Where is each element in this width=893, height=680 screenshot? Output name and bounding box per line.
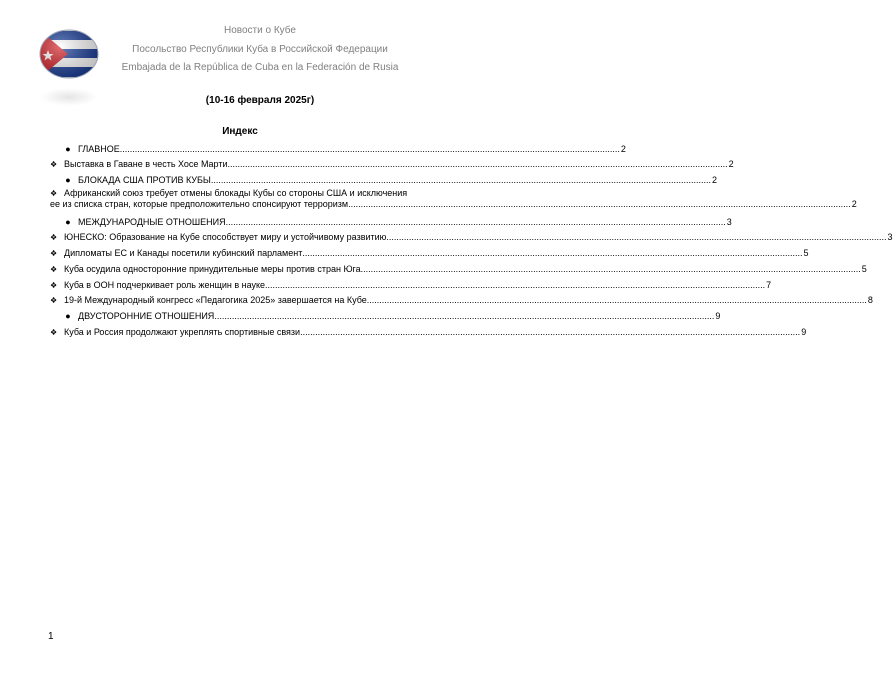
dot-leader	[211, 175, 711, 186]
header-embassy-ru: Посольство Республики Куба в Российской Федерации	[132, 44, 388, 55]
toc-entry-text: ДВУСТОРОННИЕ ОТНОШЕНИЯ	[78, 310, 215, 321]
toc-entry[interactable]	[50, 170, 718, 186]
dot-bullet-icon: ●	[65, 216, 71, 227]
dot-leader	[367, 295, 867, 306]
diamond-bullet-icon: ❖	[50, 327, 58, 337]
toc-entry-page: 9	[715, 310, 721, 321]
diamond-bullet-icon: ❖	[50, 280, 58, 290]
toc-entry[interactable]	[50, 306, 721, 322]
toc-entry-text: Куба в ООН подчеркивает роль женщин в науке	[64, 279, 266, 290]
logo-shadow	[40, 88, 98, 106]
toc-entry-text: Куба и Россия продолжают укреплять спортивные связи	[64, 326, 301, 337]
table-of-contents	[50, 139, 893, 338]
toc-entry-text-line1: Африканский союз требует отмены блокады Кубы со стороны США и исключения	[64, 188, 408, 199]
toc-title: Индекс	[222, 126, 258, 137]
toc-entry-page: 5	[803, 248, 809, 259]
toc-entry-page: 2	[851, 199, 857, 210]
cuba-flag-globe-icon	[38, 29, 100, 79]
toc-entry[interactable]	[50, 259, 867, 275]
diamond-bullet-icon: ❖	[50, 264, 58, 274]
toc-entry[interactable]	[50, 291, 873, 307]
toc-entry-page: 7	[766, 279, 772, 290]
dot-leader	[361, 264, 861, 275]
toc-entry[interactable]	[50, 275, 772, 291]
toc-entry-page: 2	[620, 143, 626, 154]
toc-entry-text: Дипломаты ЕС и Канады посетили кубинский парламент	[64, 248, 303, 259]
diamond-bullet-icon: ❖	[50, 160, 58, 170]
toc-entry[interactable]	[50, 243, 809, 259]
dot-leader	[386, 232, 886, 243]
toc-entry-text: ГЛАВНОЕ	[78, 143, 120, 154]
toc-entry-text: 19-й Международный конгресс «Педагогика 2025» завершается на Кубе	[64, 295, 367, 306]
toc-entry-page: 2	[728, 159, 734, 170]
dot-leader	[226, 217, 726, 228]
diamond-bullet-icon: ❖	[50, 189, 58, 199]
dot-leader	[300, 327, 800, 338]
dot-leader	[351, 199, 851, 209]
toc-entry[interactable]	[50, 228, 893, 244]
toc-entry-text: ЮНЕСКО: Образование на Кубе способствует миру и устойчивому развитию	[64, 232, 387, 243]
diamond-bullet-icon: ❖	[50, 233, 58, 243]
dot-leader	[120, 144, 620, 155]
toc-entry-page: 5	[861, 263, 867, 274]
toc-entry-page: 3	[887, 232, 893, 243]
toc-entry[interactable]	[50, 155, 734, 171]
dot-leader	[302, 248, 802, 259]
dot-leader	[214, 311, 714, 322]
dot-leader	[228, 159, 728, 170]
page-number: 1	[48, 631, 54, 642]
dot-bullet-icon: ●	[65, 175, 71, 186]
toc-entry[interactable]	[50, 139, 626, 155]
header-embassy-es: Embajada de la República de Cuba en la Federación de Rusia	[121, 62, 399, 73]
header-title: Новости о Кубе	[224, 25, 296, 36]
toc-entry-page: 2	[712, 175, 718, 186]
toc-entry-page: 9	[801, 326, 807, 337]
dot-bullet-icon: ●	[65, 310, 71, 321]
toc-entry-text: БЛОКАДА США ПРОТИВ КУБЫ	[78, 175, 211, 186]
dot-bullet-icon: ●	[65, 143, 71, 154]
toc-entry-text: МЕЖДУНАРОДНЫЕ ОТНОШЕНИЯ	[78, 216, 226, 227]
toc-entry[interactable]	[50, 212, 732, 228]
toc-entry-text: Выставка в Гаване в честь Хосе Марти	[64, 159, 228, 170]
dot-leader	[265, 280, 765, 291]
toc-entry[interactable]	[50, 322, 807, 338]
toc-entry-page: 8	[867, 295, 873, 306]
diamond-bullet-icon: ❖	[50, 296, 58, 306]
toc-entry-text: Куба осудила односторонние принудительные меры против стран Юга	[64, 263, 361, 274]
toc-entry-text-line2: ее из списка стран, которые предположительно спонсируют терроризм.	[50, 199, 351, 210]
issue-period: (10-16 февраля 2025г)	[205, 95, 315, 106]
toc-entry-page: 3	[726, 216, 732, 227]
diamond-bullet-icon: ❖	[50, 249, 58, 259]
toc-entry[interactable]	[50, 186, 857, 212]
